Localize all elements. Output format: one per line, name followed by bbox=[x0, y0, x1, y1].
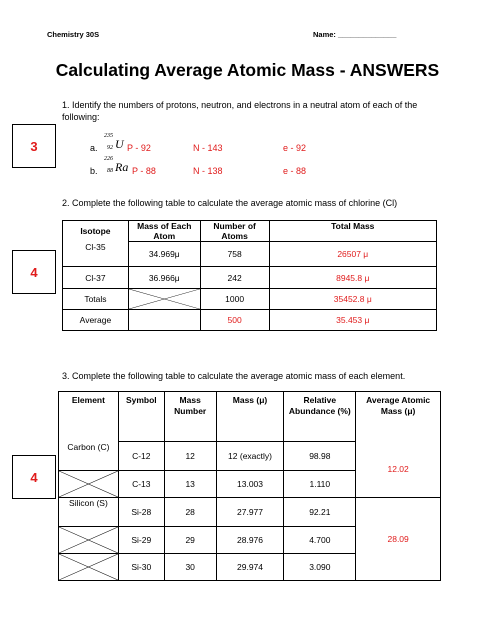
mass-cell: 13.003 bbox=[216, 471, 284, 498]
isotope-cell: Cl-35 bbox=[63, 242, 129, 267]
column-header: Relative Abundance (%) bbox=[284, 392, 356, 442]
table-row bbox=[63, 242, 437, 267]
mass-number-cell: 13 bbox=[164, 471, 216, 498]
symbol-cell: Si-30 bbox=[118, 554, 164, 581]
number-cell: 500 bbox=[200, 310, 269, 331]
abundance-cell: 4.700 bbox=[284, 527, 356, 554]
score-value: 3 bbox=[30, 138, 38, 154]
column-header: Symbol bbox=[118, 392, 164, 442]
element-table bbox=[58, 391, 441, 581]
table-row bbox=[59, 442, 441, 471]
table-row bbox=[63, 310, 437, 331]
q2-prompt: 2. Complete the following table to calculate the average atomic mass of chlorine (Cl) bbox=[62, 198, 398, 208]
number-cell: 1000 bbox=[200, 289, 269, 310]
crossed-out-cell bbox=[59, 527, 119, 554]
total-cell: 8945.8 μ bbox=[269, 267, 436, 289]
isotope-notation-ra bbox=[104, 156, 128, 178]
isotope-cell: Average bbox=[63, 310, 129, 331]
mass-number: 226 bbox=[104, 156, 113, 162]
q1-b-protons: P - 88 bbox=[132, 166, 156, 176]
atomic-number: 88 bbox=[107, 168, 113, 174]
q1-prompt: 1. Identify the numbers of protons, neutron, and electrons in a neutral atom of each of the following: bbox=[62, 100, 418, 122]
column-header: Mass of Each Atom bbox=[128, 221, 200, 242]
mass-cell: 28.976 bbox=[216, 527, 284, 554]
crossed-out-cell bbox=[59, 471, 119, 498]
mass-number-cell: 29 bbox=[164, 527, 216, 554]
column-header: Mass Number bbox=[164, 392, 216, 442]
table-header-row bbox=[63, 221, 437, 242]
q3-prompt: 3. Complete the following table to calculate the average atomic mass of each element. bbox=[62, 371, 406, 381]
mass-number: 235 bbox=[104, 133, 113, 139]
symbol-cell: Si-29 bbox=[118, 527, 164, 554]
q1-a-protons: P - 92 bbox=[127, 143, 151, 153]
isotope-cell: Cl-37 bbox=[63, 267, 129, 289]
page-title: Calculating Average Atomic Mass - ANSWERS bbox=[55, 60, 440, 80]
table-row bbox=[59, 498, 441, 527]
mass-cell: 36.966μ bbox=[128, 267, 200, 289]
cross-mark-icon bbox=[59, 527, 118, 553]
atomic-number: 92 bbox=[107, 145, 113, 151]
element-symbol: Ra bbox=[115, 160, 129, 174]
cross-mark-icon bbox=[129, 289, 200, 309]
q1-a-electrons: e - 92 bbox=[283, 143, 307, 153]
score-value: 4 bbox=[30, 264, 38, 280]
symbol-cell: Si-28 bbox=[118, 498, 164, 527]
mass-number-cell: 30 bbox=[164, 554, 216, 581]
score-box-q3 bbox=[12, 455, 56, 499]
empty-cell bbox=[128, 310, 200, 331]
element-symbol: U bbox=[115, 137, 124, 151]
score-box-q2 bbox=[12, 250, 56, 294]
score-box-q1 bbox=[12, 124, 56, 168]
column-header: Average Atomic Mass (μ) bbox=[356, 392, 441, 442]
q1-b-electrons: e - 88 bbox=[283, 166, 307, 176]
chlorine-table bbox=[62, 220, 437, 331]
number-cell: 242 bbox=[200, 267, 269, 289]
score-value: 4 bbox=[30, 469, 38, 485]
abundance-cell: 92.21 bbox=[284, 498, 356, 527]
q1-a-neutrons: N - 143 bbox=[193, 143, 223, 153]
abundance-cell: 1.110 bbox=[284, 471, 356, 498]
mass-number-cell: 12 bbox=[164, 442, 216, 471]
mass-cell: 27.977 bbox=[216, 498, 284, 527]
q1-item-a-letter: a. bbox=[90, 143, 98, 153]
symbol-cell: C-12 bbox=[118, 442, 164, 471]
column-header: Isotope bbox=[63, 221, 129, 242]
q1-b-neutrons: N - 138 bbox=[193, 166, 223, 176]
crossed-out-cell bbox=[128, 289, 200, 310]
mass-cell: 29.974 bbox=[216, 554, 284, 581]
crossed-out-cell bbox=[59, 554, 119, 581]
abundance-cell: 98.98 bbox=[284, 442, 356, 471]
element-cell: Silicon (S) bbox=[59, 498, 119, 527]
name-field-label: Name: ______________ bbox=[313, 30, 397, 39]
q1-item-b-letter: b. bbox=[90, 166, 98, 176]
mass-cell: 12 (exactly) bbox=[216, 442, 284, 471]
isotope-cell: Totals bbox=[63, 289, 129, 310]
table-row bbox=[63, 289, 437, 310]
mass-cell: 34.969μ bbox=[128, 242, 200, 267]
symbol-cell: C-13 bbox=[118, 471, 164, 498]
cross-mark-icon bbox=[59, 471, 118, 497]
total-cell: 35.453 μ bbox=[269, 310, 436, 331]
average-mass-cell: 28.09 bbox=[356, 498, 441, 581]
column-header: Number of Atoms bbox=[200, 221, 269, 242]
abundance-cell: 3.090 bbox=[284, 554, 356, 581]
total-cell: 35452.8 μ bbox=[269, 289, 436, 310]
course-label: Chemistry 30S bbox=[47, 30, 100, 39]
column-header: Element bbox=[59, 392, 119, 442]
element-cell: Carbon (C) bbox=[59, 442, 119, 471]
column-header: Total Mass bbox=[269, 221, 436, 242]
average-mass-cell: 12.02 bbox=[356, 442, 441, 498]
total-cell: 26507 μ bbox=[269, 242, 436, 267]
isotope-notation-u bbox=[104, 133, 124, 155]
mass-number-cell: 28 bbox=[164, 498, 216, 527]
column-header: Mass (μ) bbox=[216, 392, 284, 442]
cross-mark-icon bbox=[59, 554, 118, 580]
table-header-row bbox=[59, 392, 441, 442]
number-cell: 758 bbox=[200, 242, 269, 267]
table-row bbox=[63, 267, 437, 289]
